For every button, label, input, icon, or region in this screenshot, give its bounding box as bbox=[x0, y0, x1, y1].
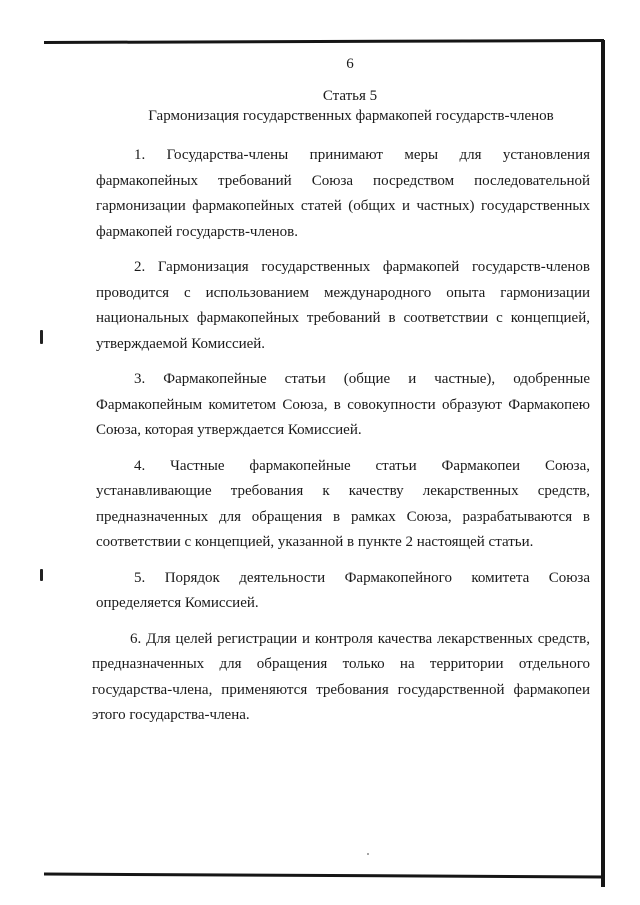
article-title: Статья 5 bbox=[322, 88, 378, 104]
scan-speck bbox=[367, 853, 369, 855]
paragraph-5: 5. Порядок деятельности Фармакопейного комитета Союза определяется Комиссией. bbox=[96, 569, 590, 611]
scan-punch-mark bbox=[40, 569, 43, 581]
page-border-top bbox=[44, 39, 604, 44]
article-subtitle: Гармонизация государственных фармакопей государств-членов bbox=[148, 108, 554, 124]
paragraph-3: 3. Фармакопейные статьи (общие и частные), одобренные Фармакопейным комитетом Союза, в совокупности образуют Фармакопею Союза, которая утверждается Комиссией. bbox=[96, 371, 590, 438]
paragraph-1: 1. Государства-члены принимают меры для установления фармакопейных требований Союза посредством последовательной гармонизации фармакопейных статей (общих и частных) государственных фармакопей государств-членов. bbox=[96, 147, 590, 240]
scan-punch-mark bbox=[40, 330, 43, 344]
paragraph-2: 2. Гармонизация государственных фармакопей государств-членов проводится с использованием международного опыта гармонизации национальных фармакопейных требований в соответствии с концепцией, утверждаемой Комиссией. bbox=[96, 259, 590, 352]
page-number: 6 bbox=[346, 56, 354, 72]
page-border-right bbox=[601, 40, 605, 887]
article-body bbox=[92, 143, 590, 739]
paragraph-6: 6. Для целей регистрации и контроля качества лекарственных средств, предназначенных для обращения только на территории отдельного государства-члена, применяются требования государственной фармакопеи этого государства-члена. bbox=[92, 630, 590, 723]
page-border-bottom bbox=[44, 873, 604, 879]
paragraph-4: 4. Частные фармакопейные статьи Фармакопеи Союза, устанавливающие требования к качеству лекарственных средств, предназначенных для обращения в рамках Союза, разрабатываются в соответствии с концепцией, указанной в пункте 2 настоящей статьи. bbox=[96, 457, 590, 550]
